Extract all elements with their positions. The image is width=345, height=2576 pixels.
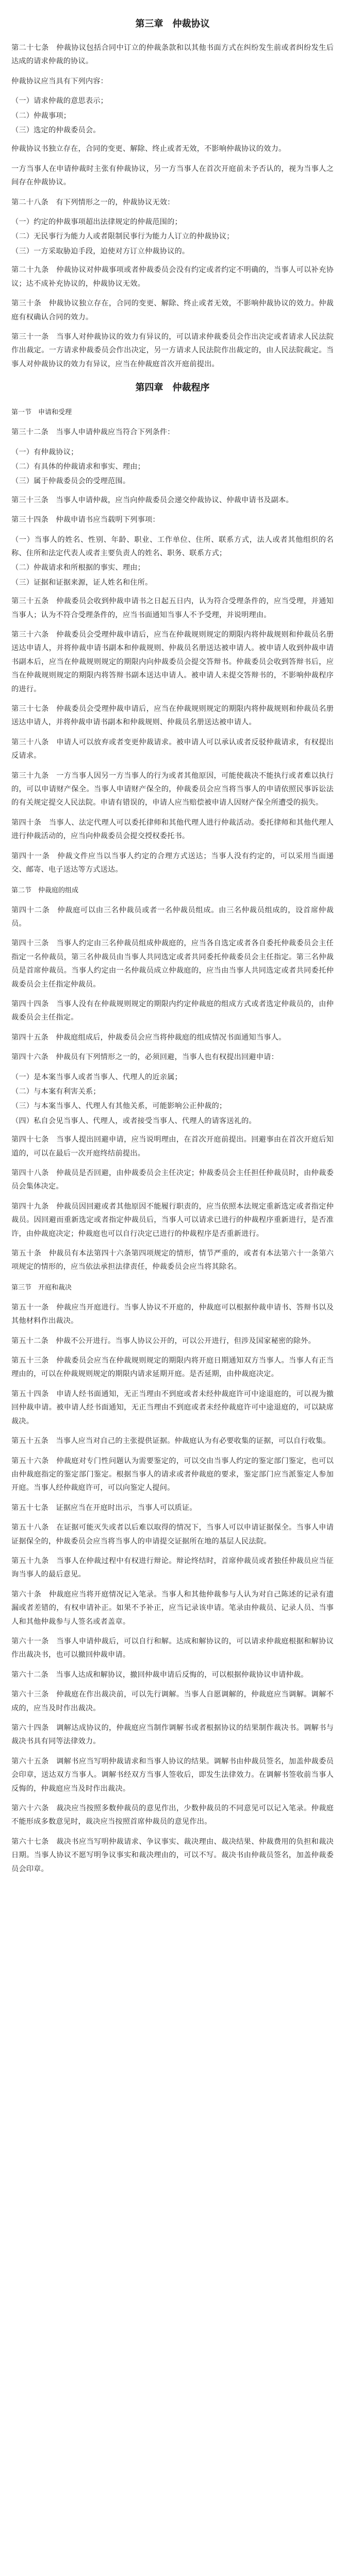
- section-heading: 第二节 仲裁庭的组成: [11, 886, 79, 894]
- article-paragraph: 第四十八条 仲裁员是否回避，由仲裁委员会主任决定；仲裁委员会主任担任仲裁员时，由仲裁委员会集体决定。: [11, 1169, 334, 1191]
- article-paragraph: 第三十六条 仲裁委员会受理仲裁申请后，应当在仲裁规则规定的期限内将仲裁规则和仲裁员名册送达申请人，并将仲裁申请书副本和仲裁规则、仲裁员名册送达被申请人。被申请人收到仲裁申请书副本后，应当在仲裁规则规定的期限内向仲裁委员会提交答辩书。仲裁委员会收到答辩书后，应当在仲裁规则规定的期限内将答辩书副本送达申请人。被申请人未提交答辩书的，不影响仲裁程序的进行。: [11, 631, 334, 693]
- article-paragraph: 第六十七条 裁决书应当写明仲裁请求、争议事实、裁决理由、裁决结果、仲裁费用的负担和裁决日期。当事人协议不愿写明争议事实和裁决理由的，可以不写。裁决书由仲裁员签名，加盖仲裁委员会印章。: [11, 1837, 334, 1873]
- article-paragraph: 第五十九条 当事人在仲裁过程中有权进行辩论。辩论终结时，首席仲裁员或者独任仲裁员应当征询当事人的最后意见。: [11, 1556, 334, 1579]
- article-paragraph: 第三十一条 当事人对仲裁协议的效力有异议的，可以请求仲裁委员会作出决定或者请求人民法院作出裁定。一方请求仲裁委员会作出决定，另一方请求人民法院作出裁定的，由人民法院裁定。当事人对仲裁协议的效力有异议，应当在仲裁庭首次开庭前提出。: [11, 332, 334, 368]
- article-paragraph: 第五十八条 在证据可能灭失或者以后难以取得的情况下，当事人可以申请证据保全。当事人申请证据保全的，仲裁委员会应当将当事人的申请提交证据所在地的基层人民法院。: [11, 1523, 334, 1546]
- article-paragraph: 第三十九条 一方当事人因另一方当事人的行为或者其他原因，可能使裁决不能执行或者难以执行的，可以申请财产保全。当事人申请财产保全的，仲裁委员会应当将当事人的申请依照民事诉讼法的有关规定提交人民法院。申请有错误的，申请人应当赔偿被申请人因财产保全所遭受的损失。: [11, 771, 334, 807]
- article-paragraph: 第六十六条 裁决应当按照多数仲裁员的意见作出，少数仲裁员的不同意见可以记入笔录。仲裁庭不能形成多数意见时，裁决应当按照首席仲裁员的意见作出。: [11, 1804, 334, 1826]
- article-paragraph: 第六十一条 当事人申请仲裁后，可以自行和解。达成和解协议的，可以请求仲裁庭根据和解协议作出裁决书，也可以撤回仲裁申请。: [11, 1637, 334, 1659]
- list-item: （一）有仲裁协议；: [11, 448, 78, 456]
- article-paragraph: 第五十一条 仲裁应当开庭进行。当事人协议不开庭的，仲裁庭可以根据仲裁申请书、答辩书以及其他材料作出裁决。: [11, 1303, 334, 1326]
- list-item: （二）无民事行为能力人或者限制民事行为能力人订立的仲裁协议；: [11, 232, 234, 241]
- list-item: （一）是本案当事人或者当事人、代理人的近亲属；: [11, 1073, 182, 1081]
- article-paragraph: 第三十五条 仲裁委员会收到仲裁申请书之日起五日内，认为符合受理条件的，应当受理，并通知当事人；认为不符合受理条件的，应当书面通知当事人不予受理，并说明理由。: [11, 597, 334, 619]
- list-item: （二）仲裁事项；: [11, 111, 71, 120]
- article-paragraph: 第三十三条 当事人申请仲裁，应当向仲裁委员会递交仲裁协议、仲裁申请书及副本。: [11, 496, 293, 504]
- article-paragraph: 第二十八条 有下列情形之一的，仲裁协议无效：: [11, 198, 175, 207]
- article-paragraph: 第四十四条 当事人没有在仲裁规则规定的期限内约定仲裁庭的组成方式或者选定仲裁员的，由仲裁委员会主任指定。: [11, 999, 334, 1022]
- list-item: （四）私自会见当事人、代理人，或者接受当事人、代理人的请客送礼的。: [11, 1116, 256, 1125]
- list-item: （一）当事人的姓名、性别、年龄、职业、工作单位、住所、联系方式，法人或者其他组织的名称、住所和法定代表人或者主要负责人的姓名、职务、联系方式；: [11, 535, 334, 557]
- article-paragraph: 第四十一条 仲裁文件应当以当事人约定的合理方式送达；当事人没有约定的，可以采用当面递交、邮寄、电子送达等方式送达。: [11, 852, 334, 874]
- article-paragraph: 第四十二条 仲裁庭可以由三名仲裁员或者一名仲裁员组成。由三名仲裁员组成的，设首席仲裁员。: [11, 906, 334, 928]
- article-paragraph: 第五十七条 证据应当在开庭时出示，当事人可以质证。: [11, 1503, 197, 1512]
- article-paragraph: 第四十条 当事人、法定代理人可以委托律师和其他代理人进行仲裁活动。委托律师和其他代理人进行仲裁活动的，应当向仲裁委员会提交授权委托书。: [11, 818, 334, 841]
- article-paragraph: 第三十条 仲裁协议独立存在，合同的变更、解除、终止或者无效，不影响仲裁协议的效力。仲裁庭有权确认合同的效力。: [11, 299, 334, 321]
- document-body: [11, 13, 334, 1876]
- list-item: （一）约定的仲裁事项超出法律规定的仲裁范围的；: [11, 218, 182, 227]
- list-item: （三）与本案当事人、代理人有其他关系，可能影响公正仲裁的；: [11, 1102, 227, 1111]
- list-item: （一）请求仲裁的意思表示；: [11, 97, 108, 106]
- article-paragraph: 第六十三条 仲裁庭在作出裁决前，可以先行调解。当事人自愿调解的，仲裁庭应当调解。调解不成的，应当及时作出裁决。: [11, 1690, 334, 1713]
- article-paragraph: 第五十二条 仲裁不公开进行。当事人协议公开的，可以公开进行，但涉及国家秘密的除外。: [11, 1336, 316, 1345]
- article-paragraph: 仲裁协议应当具有下列内容：: [11, 77, 108, 86]
- article-paragraph: 第三十七条 仲裁委员会受理仲裁申请后，应当在仲裁规则规定的期限内将仲裁规则和仲裁员名册送达申请人，并将仲裁申请书副本和仲裁规则、仲裁员名册送达被申请人。: [11, 705, 334, 727]
- article-paragraph: 第二十九条 仲裁协议对仲裁事项或者仲裁委员会没有约定或者约定不明确的，当事人可以补充协议；达不成补充协议的，仲裁协议无效。: [11, 266, 334, 288]
- article-paragraph: 第三十八条 申请人可以放弃或者变更仲裁请求。被申请人可以承认或者反驳仲裁请求，有权提出反请求。: [11, 738, 334, 760]
- list-item: （二）与本案有利害关系；: [11, 1087, 101, 1096]
- article-paragraph: 第三十二条 当事人申请仲裁应当符合下列条件：: [11, 428, 175, 437]
- article-paragraph: 第六十二条 当事人达成和解协议，撤回仲裁申请后反悔的，可以根据仲裁协议申请仲裁。: [11, 1670, 308, 1679]
- list-item: （三）一方采取胁迫手段，迫使对方订立仲裁协议的。: [11, 247, 190, 256]
- list-item: （二）仲裁请求和所根据的事实、理由；: [11, 564, 145, 572]
- article-paragraph: 第六十条 仲裁庭应当将开庭情况记入笔录。当事人和其他仲裁参与人认为对自己陈述的记录有遗漏或者差错的，有权申请补正。如果不予补正，应当记录该申请。笔录由仲裁员、记录人员、当事人和其他仲裁参与人签名或者盖章。: [11, 1590, 334, 1626]
- list-item: （三）证据和证据来源，证人姓名和住所。: [11, 578, 153, 587]
- list-item: （三）属于仲裁委员会的受理范围。: [11, 477, 130, 486]
- article-paragraph: 第四十三条 当事人约定由三名仲裁员组成仲裁庭的，应当各自选定或者各自委托仲裁委员会主任指定一名仲裁员，第三名仲裁员由当事人共同选定或者共同委托仲裁委员会主任指定。第三名仲裁员是首席仲裁员。当事人约定由一名仲裁员成立仲裁庭的，应当由当事人共同选定或者共同委托仲裁委员会主任指定仲裁员。: [11, 939, 334, 989]
- section-heading: 第三节 开庭和裁决: [11, 1283, 72, 1292]
- article-paragraph: 第五十三条 仲裁委员会应当在仲裁规则规定的期限内将开庭日期通知双方当事人。当事人有正当理由的，可以在仲裁规则规定的期限内请求延期开庭。是否延期，由仲裁庭决定。: [11, 1357, 334, 1379]
- section-heading: 第一节 申请和受理: [11, 409, 72, 417]
- list-item: （三）选定的仲裁委员会。: [11, 126, 101, 135]
- chapter-heading: 第三章 仲裁协议: [135, 19, 210, 29]
- article-paragraph: 第五十六条 仲裁庭对专门性问题认为需要鉴定的，可以交由当事人约定的鉴定部门鉴定，也可以由仲裁庭指定的鉴定部门鉴定。根据当事人的请求或者仲裁庭的要求，鉴定部门应当派鉴定人参加开庭。当事人经仲裁庭许可，可以向鉴定人提问。: [11, 1456, 334, 1493]
- article-paragraph: 仲裁协议书独立存在，合同的变更、解除、终止或者无效，不影响仲裁协议的效力。: [11, 145, 286, 154]
- article-paragraph: 第五十四条 申请人经书面通知，无正当理由不到庭或者未经仲裁庭许可中途退庭的，可以视为撤回仲裁申请。被申请人经书面通知，无正当理由不到庭或者未经仲裁庭许可中途退庭的，可以缺席裁决。: [11, 1389, 334, 1426]
- article-paragraph: 一方当事人在申请仲裁时主张有仲裁协议，另一方当事人在首次开庭前未予否认的，视为当事人之间存在仲裁协议。: [11, 164, 334, 187]
- article-paragraph: 第五十条 仲裁员有本法第四十六条第四项规定的情形，情节严重的，或者有本法第六十一条第六项规定的情形的，应当依法承担法律责任，仲裁委员会应当将其除名。: [11, 1249, 334, 1272]
- article-paragraph: 第五十五条 当事人应当对自己的主张提供证据。仲裁庭认为有必要收集的证据，可以自行收集。: [11, 1437, 331, 1446]
- list-item: （二）有具体的仲裁请求和事实、理由；: [11, 462, 145, 471]
- chapter-heading: 第四章 仲裁程序: [135, 382, 210, 394]
- article-paragraph: 第四十七条 当事人提出回避申请，应当说明理由，在首次开庭前提出。回避事由在首次开庭后知道的，可以在最后一次开庭终结前提出。: [11, 1136, 334, 1158]
- article-paragraph: 第六十五条 调解书应当写明仲裁请求和当事人协议的结果。调解书由仲裁员签名，加盖仲裁委员会印章，送达双方当事人。调解书经双方当事人签收后，即发生法律效力。在调解书签收前当事人反悔的，仲裁庭应当及时作出裁决。: [11, 1757, 334, 1793]
- article-paragraph: 第六十四条 调解达成协议的，仲裁庭应当制作调解书或者根据协议的结果制作裁决书。调解书与裁决书具有同等法律效力。: [11, 1724, 334, 1746]
- article-paragraph: 第二十七条 仲裁协议包括合同中订立的仲裁条款和以其他书面方式在纠纷发生前或者纠纷发生后达成的请求仲裁的协议。: [11, 44, 334, 66]
- article-paragraph: 第三十四条 仲裁申请书应当载明下列事项：: [11, 516, 160, 524]
- article-paragraph: 第四十九条 仲裁员因回避或者其他原因不能履行职责的，应当依照本法规定重新选定或者指定仲裁员。因回避而重新选定或者指定仲裁员后，当事人可以请求已进行的仲裁程序重新进行，是否准许，由仲裁庭决定；仲裁庭也可以自行决定已进行的仲裁程序是否重新进行。: [11, 1202, 334, 1238]
- article-paragraph: 第四十六条 仲裁员有下列情形之一的，必须回避，当事人也有权提出回避申请：: [11, 1053, 278, 1062]
- article-paragraph: 第四十五条 仲裁庭组成后，仲裁委员会应当将仲裁庭的组成情况书面通知当事人。: [11, 1033, 286, 1042]
